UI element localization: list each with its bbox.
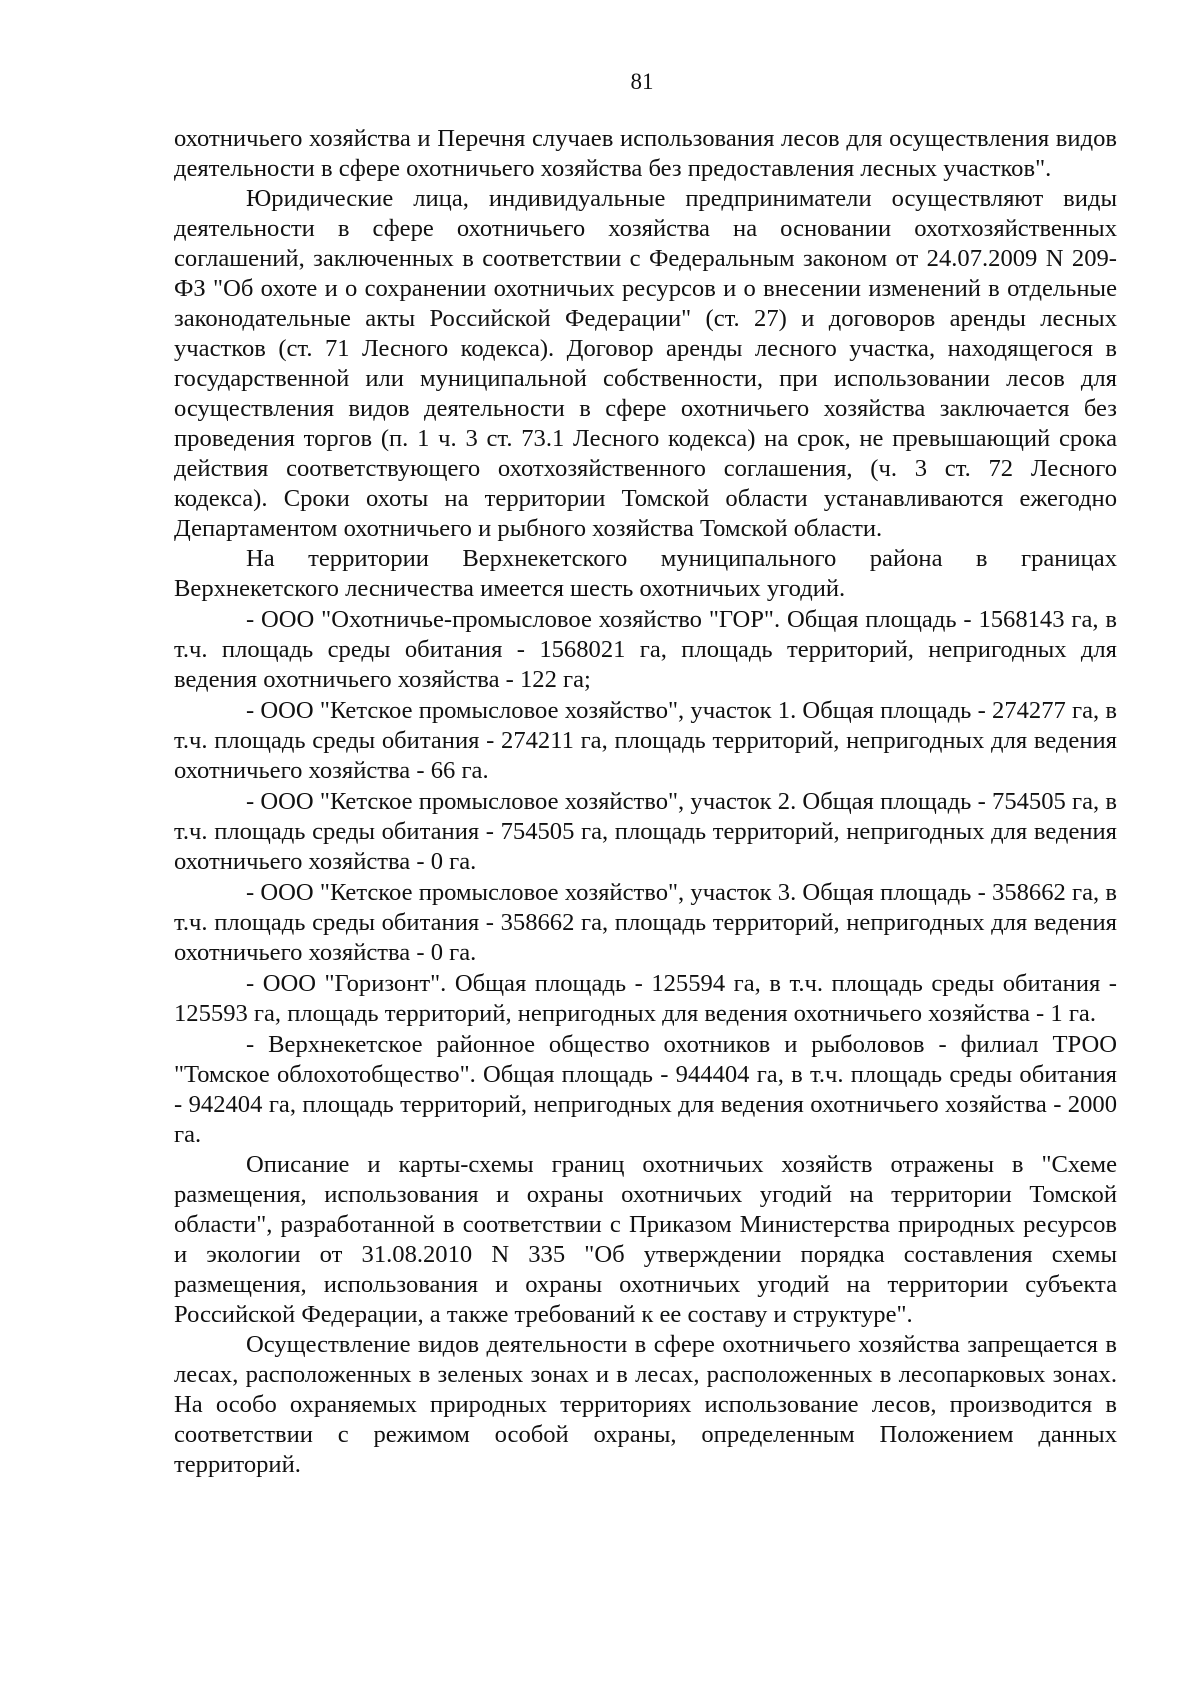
paragraph-hunting-grounds-intro: На территории Верхнекетского муниципального района в границах Верхнекетского лесничества имеется шесть охотничьих угодий.	[174, 545, 1117, 602]
document-body	[174, 124, 1117, 1480]
list-item-ketskoe-3: - ООО "Кетское промысловое хозяйство", участок 3. Общая площадь - 358662 га, в т.ч. площадь среды обитания - 358662 га, площадь территорий, непригодных для ведения охотничьего хозяйства - 0 га.	[174, 879, 1117, 966]
list-item-gorizont: - ООО "Горизонт". Общая площадь - 125594 га, в т.ч. площадь среды обитания - 125593 га, площадь территорий, непригодных для ведения охотничьего хозяйства - 1 га.	[174, 970, 1117, 1027]
list-item-ketskoe-2: - ООО "Кетское промысловое хозяйство", участок 2. Общая площадь - 754505 га, в т.ч. площадь среды обитания - 754505 га, площадь территорий, непригодных для ведения охотничьего хозяйства - 0 га.	[174, 788, 1117, 875]
list-item-troo: - Верхнекетское районное общество охотников и рыболовов - филиал ТРОО "Томское облохотобщество". Общая площадь - 944404 га, в т.ч. площадь среды обитания - 942404 га, площадь территорий, непригодных для ведения охотничьего хозяйства - 2000 га.	[174, 1031, 1117, 1148]
paragraph-legal-entities: Юридические лица, индивидуальные предприниматели осуществляют виды деятельности в сфере охотничьего хозяйства на основании охотхозяйственных соглашений, заключенных в соответствии с Федеральным законом от 24.07.2009 N 209-ФЗ "Об охоте и о сохранении охотничьих ресурсов и о внесении изменений в отдельные законодательные акты Российской Федерации" (ст. 27) и договоров аренды лесных участков (ст. 71 Лесного кодекса). Договор аренды лесного участка, находящегося в государственной или муниципальной собственности, при использовании лесов для осуществления видов деятельности в сфере охотничьего хозяйства заключается без проведения торгов (п. 1 ч. 3 ст. 73.1 Лесного кодекса) на срок, не превышающий срока действия соответствующего охотхозяйственного соглашения, (ч. 3 ст. 72 Лесного кодекса). Сроки охоты на территории Томской области устанавливаются ежегодно Департаментом охотничьего и рыбного хозяйства Томской области.	[174, 185, 1117, 542]
list-item-gor: - ООО "Охотничье-промысловое хозяйство "ГОР". Общая площадь - 1568143 га, в т.ч. площадь среды обитания - 1568021 га, площадь территорий, непригодных для ведения охотничьего хозяйства - 122 га;	[174, 606, 1117, 693]
paragraph-restrictions: Осуществление видов деятельности в сфере охотничьего хозяйства запрещается в лесах, расположенных в зеленых зонах и в лесах, расположенных в лесопарковых зонах. На особо охраняемых природных территориях использование лесов, производится в соответствии с режимом особой охраны, определенным Положением данных территорий.	[174, 1331, 1117, 1478]
page-number: 81	[630, 69, 654, 94]
paragraph-continuation: охотничьего хозяйства и Перечня случаев использования лесов для осуществления видов деятельности в сфере охотничьего хозяйства без предоставления лесных участков".	[174, 125, 1117, 182]
list-item-ketskoe-1: - ООО "Кетское промысловое хозяйство", участок 1. Общая площадь - 274277 га, в т.ч. площадь среды обитания - 274211 га, площадь территорий, непригодных для ведения охотничьего хозяйства - 66 га.	[174, 697, 1117, 784]
paragraph-scheme-description: Описание и карты-схемы границ охотничьих хозяйств отражены в "Схеме размещения, использования и охраны охотничьих угодий на территории Томской области", разработанной в соответствии с Приказом Министерства природных ресурсов и экологии от 31.08.2010 N 335 "Об утверждении порядка составления схемы размещения, использования и охраны охотничьих угодий на территории субъекта Российской Федерации, а также требований к ее составу и структуре".	[174, 1151, 1117, 1328]
